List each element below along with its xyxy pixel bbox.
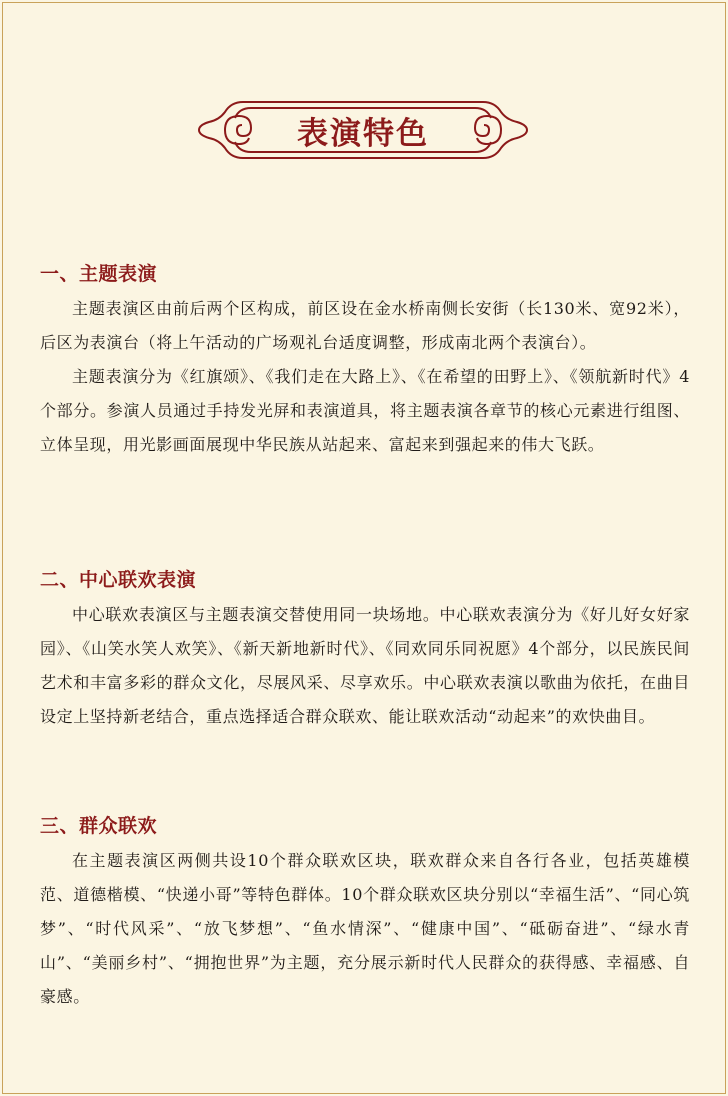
section-center-celebration	[40, 565, 690, 734]
page-title: 表演特色	[297, 116, 429, 152]
section-mass-celebration	[40, 811, 690, 1014]
section-theme-performance	[40, 259, 690, 462]
title-banner	[195, 92, 531, 168]
section-paragraph: 中心联欢表演区与主题表演交替使用同一块场地。中心联欢表演分为《好儿好女好家园》、《山笑水笑人欢笑》、《新天新地新时代》、《同欢同乐同祝愿》4个部分，以民族民间艺术和丰富多彩的群众文化，尽展风采、尽享欢乐。中心联欢表演以歌曲为依托，在曲目设定上坚持新老结合，重点选择适合群众联欢、能让联欢活动“动起来”的欢快曲目。	[40, 605, 690, 726]
section-heading: 一、主题表演	[40, 263, 158, 285]
section-paragraph: 主题表演分为《红旗颂》、《我们走在大路上》、《在希望的田野上》、《领航新时代》4个部分。参演人员通过手持发光屏和表演道具，将主题表演各章节的核心元素进行组图、立体呈现，用光影画面展现中华民族从站起来、富起来到强起来的伟大飞跃。	[40, 367, 690, 454]
section-heading: 三、群众联欢	[40, 815, 158, 837]
section-heading: 二、中心联欢表演	[40, 569, 197, 591]
section-paragraph: 主题表演区由前后两个区构成，前区设在金水桥南侧长安街（长130米、宽92米），后区为表演台（将上午活动的广场观礼台适度调整，形成南北两个表演台）。	[40, 299, 690, 352]
section-paragraph: 在主题表演区两侧共设10个群众联欢区块，联欢群众来自各行各业，包括英雄模范、道德楷模、“快递小哥”等特色群体。10个群众联欢区块分别以“幸福生活”、“同心筑梦”、“时代风采”、“放飞梦想”、“鱼水情深”、“健康中国”、“砥砺奋进”、“绿水青山”、“美丽乡村”、“拥抱世界”为主题，充分展示新时代人民群众的获得感、幸福感、自豪感。	[40, 851, 690, 1006]
